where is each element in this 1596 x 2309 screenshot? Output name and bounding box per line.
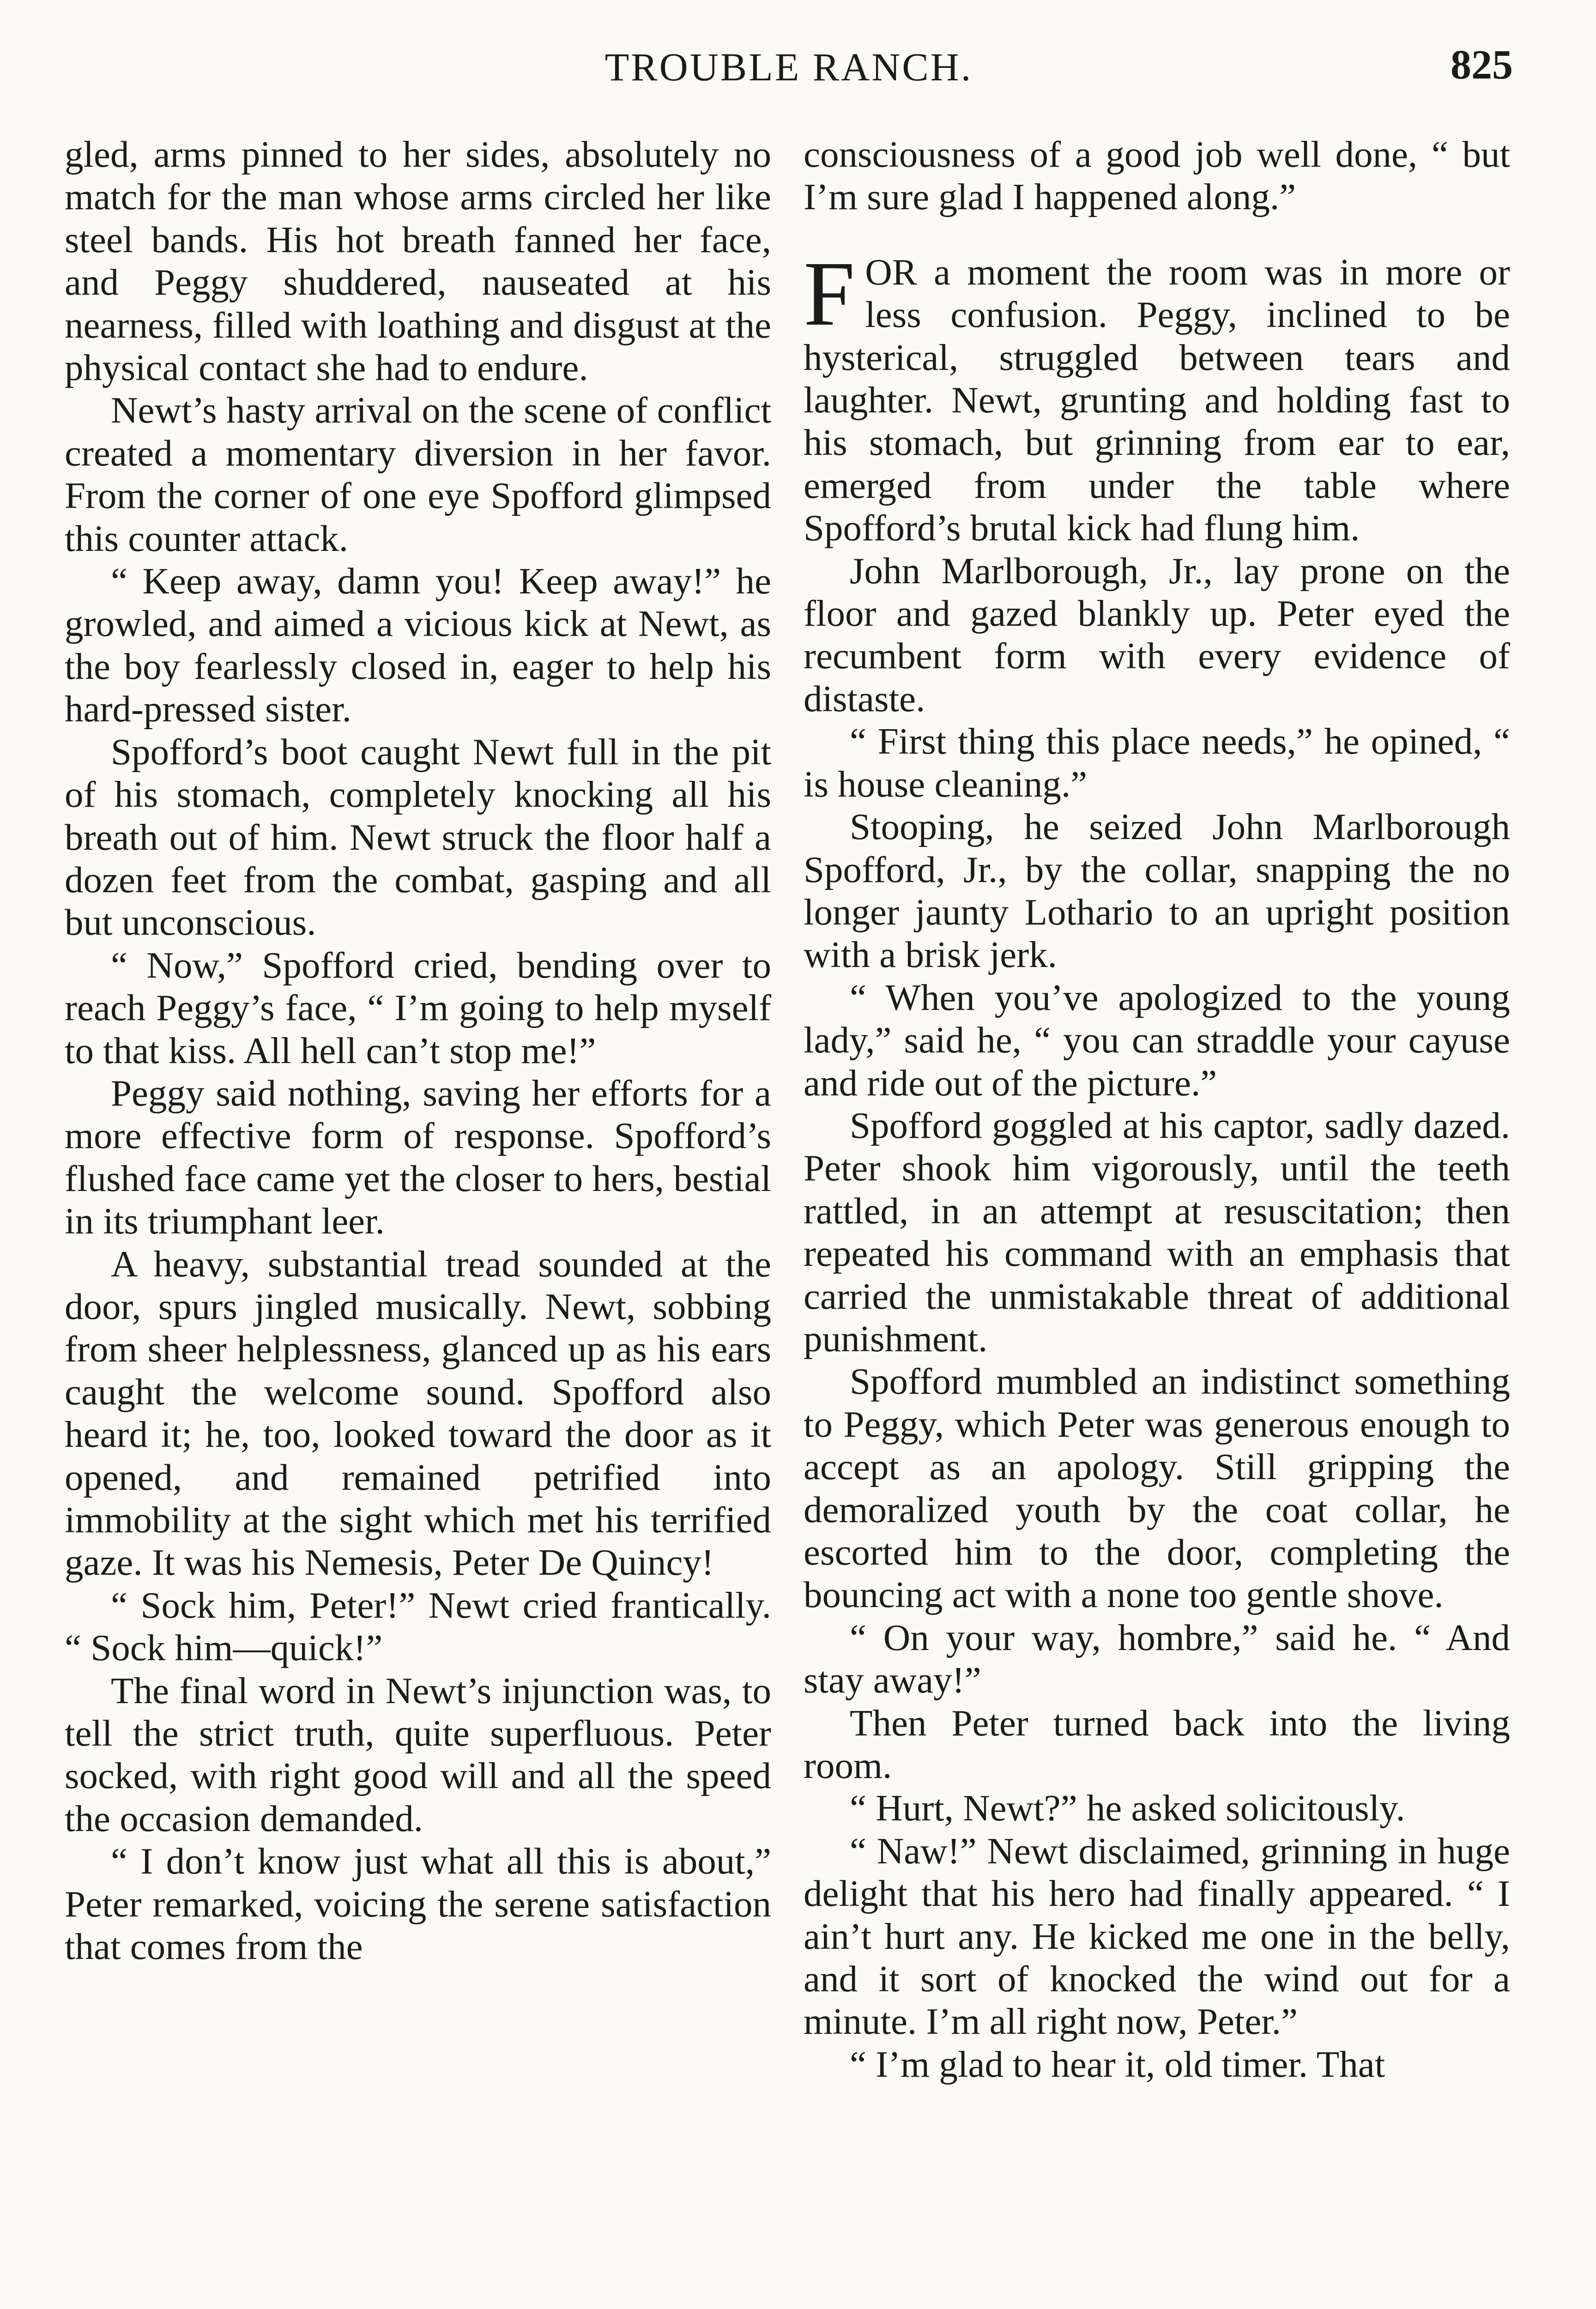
paragraph-text: Spofford’s boot caught Newt full in the pit of his stomach, completely knocking all his breath out of him. Newt struck the floor half a dozen feet from the combat, gasping and all but unconscious. [65,731,771,943]
drop-cap: F [804,242,855,345]
paragraph-text: consciousness of a good job well done, “ but I’m sure glad I happened along.” [804,133,1510,218]
paragraph-text: gled, arms pinned to her sides, absolutely no match for the man whose arms circled her like steel bands. His hot breath fanned her face, and Peggy shuddered, nauseated at his nearness, filled with loathing and disgust at the physical contact she had to endure. [65,133,771,389]
paragraph [804,133,1510,218]
paragraph-text: “ Naw!” Newt disclaimed, grinning in huge delight that his hero had finally appeared. “ I ain’t hurt any. He kicked me one in the belly, and it sort of knocked the wind out for a minute. I’m all right now, Peter.” [804,1830,1510,2043]
paragraph [65,1584,771,1669]
running-title: TROUBLE RANCH. [605,45,973,89]
paragraph [804,550,1510,720]
paragraph [65,1072,771,1243]
paragraph-text: “ Keep away, damn you! Keep away!” he growled, and aimed a vicious kick at Newt, as the boy fearlessly closed in, eager to help his hard-pressed sister. [65,560,771,730]
paragraph [65,731,771,944]
paragraph-text: “ I’m glad to hear it, old timer. That [850,2043,1385,2085]
paragraph [65,560,771,731]
paragraph [804,1104,1510,1360]
paragraph-text: The final word in Newt’s injunction was, to tell the strict truth, quite superfluous. Peter socked, with right good will and all the speed the occasion demanded. [65,1669,771,1839]
left-text-column [65,133,771,1968]
paragraph-text: Stooping, he seized John Marlborough Spofford, Jr., by the collar, snapping the no longer jaunty Lothario to an upright position with a brisk jerk. [804,806,1510,976]
paragraph [65,133,771,389]
paragraph [804,1787,1510,1829]
paragraph [65,1669,771,1840]
paragraph [804,805,1510,976]
paragraph-text: OR a moment the room was in more or less confusion. Peggy, inclined to be hysterical, struggled between tears and laughter. Newt, grunting and holding fast to his stomach, but grinning from ear to ear, emerged from under the table where Spofford’s brutal kick had flung him. [804,251,1510,549]
paragraph [65,1840,771,1968]
paragraph [804,976,1510,1104]
paragraph [804,2043,1510,2085]
paragraph-text: Newt’s hasty arrival on the scene of conflict created a momentary diversion in her favor. From the corner of one eye Spofford glimpsed this counter attack. [65,389,771,559]
paragraph [804,720,1510,805]
paragraph-text: Spofford mumbled an indistinct something to Peggy, which Peter was generous enough to accept as an apology. Still gripping the demoralized youth by the coat collar, he escorted him to the door, completing the bouncing act with a none too gentle shove. [804,1360,1510,1616]
paragraph-text: “ Hurt, Newt?” he asked solicitously. [850,1787,1405,1829]
paragraph-text: “ Now,” Spofford cried, bending over to reach Peggy’s face, “ I’m going to help myself to that kiss. All hell can’t stop me!” [65,944,771,1071]
right-text-column [804,133,1510,2085]
paragraph [65,944,771,1072]
paragraph-text: Spofford goggled at his captor, sadly dazed. Peter shook him vigorously, until the teeth rattled, in an attempt at resuscitation; then repeated his command with an emphasis that carried the unmistakable threat of additional punishment. [804,1104,1510,1360]
paragraph [804,1702,1510,1787]
page-header [65,44,1513,95]
paragraph-text: “ First thing this place needs,” he opined, “ is house cleaning.” [804,720,1510,805]
page-number: 825 [1451,42,1513,88]
paragraph [804,1830,1510,2043]
paragraph [804,242,1510,550]
paragraph-text: A heavy, substantial tread sounded at the door, spurs jingled musically. Newt, sobbing from sheer helplessness, glanced up as his ears caught the welcome sound. Spofford also heard it; he, too, looked toward the door as it opened, and remained petrified into immobility at the sight which met his terrified gaze. It was his Nemesis, Peter De Quincy! [65,1243,771,1584]
paragraph [804,1360,1510,1616]
paragraph-text: John Marlborough, Jr., lay prone on the floor and gazed blankly up. Peter eyed the recumbent form with every evidence of distaste. [804,550,1510,719]
paragraph [65,389,771,560]
paragraph-text: “ On your way, hombre,” said he. “ And stay away!” [804,1616,1510,1701]
paragraph [804,1616,1510,1702]
paragraph-text: “ Sock him, Peter!” Newt cried frantically. “ Sock him—quick!” [65,1584,771,1669]
paragraph-text: Peggy said nothing, saving her efforts for a more effective form of response. Spofford’s flushed face came yet the closer to hers, bestial in its triumphant leer. [65,1072,771,1242]
paragraph-text: “ When you’ve apologized to the young lady,” said he, “ you can straddle your cayuse and ride out of the picture.” [804,976,1510,1104]
paragraph-text: Then Peter turned back into the living room. [804,1702,1510,1787]
paragraph-text: “ I don’t know just what all this is about,” Peter remarked, voicing the serene satisfaction that comes from the [65,1840,771,1968]
paragraph [65,1243,771,1584]
